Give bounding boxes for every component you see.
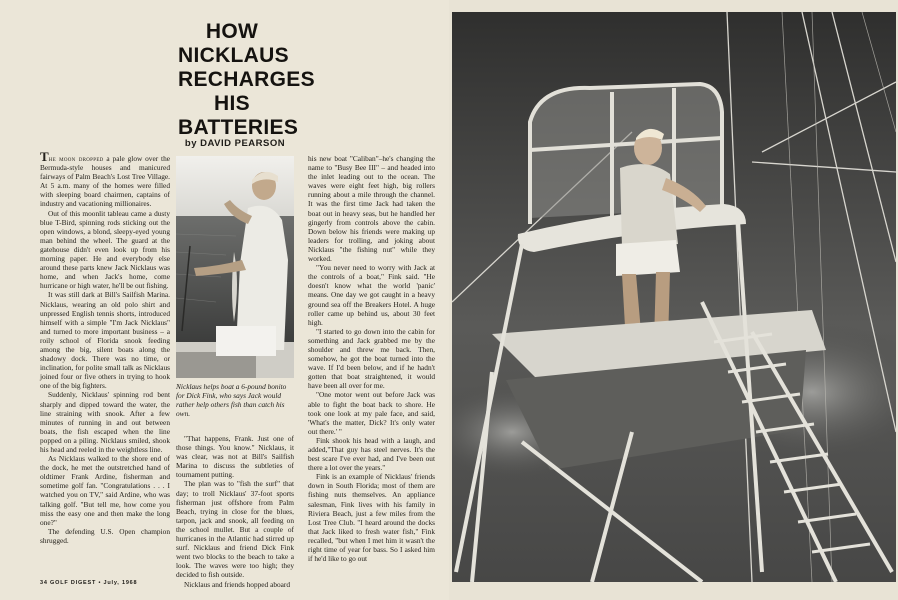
byline: by DAVID PEARSON [184, 138, 286, 149]
text-column-3 [308, 154, 435, 563]
paragraph: "One motor went out before Jack was able to fight the boat back to shore. He took one look at my pale face, and said, 'What's the matter, Dick? It's only water out there.' " [308, 390, 435, 436]
lead-smallcaps: he moon dropped [48, 154, 104, 163]
headline-line: BATTERIES [178, 116, 299, 139]
photo-nicklaus-bonito [176, 156, 294, 378]
paragraph: Out of this moonlit tableau came a dusty blue T-Bird, spinning rods sticking out the open windows, a blond, sleepy-eyed young man behind the wheel. The guard at the gatehouse didn't even look up from his morning paper. He and everybody else around these parts knew Jack Nicklaus was home, and when Jack's home, come hurricane or high water, he'll be out fishing. [40, 208, 170, 291]
headline-line: NICKLAUS [178, 44, 289, 67]
headline-line: HOW [205, 20, 259, 43]
photo-nicklaus-tuna-tower [452, 12, 896, 582]
paragraph: It was still dark at Bill's Sailfish Marina. Nicklaus, wearing an old polo shirt and unpressed English tennis shorts, introduced himself with a simple "I'm Jack Nicklaus" and turned to more important business – a roily school of Florida snook feeding among the big, silent boats along the shadowy dock. There was no time, or inclination, for polite small talk as Nicklaus joined four or five others in trying to hook one of the big fighters. [40, 290, 170, 391]
photo-caption: Nicklaus helps boat a 6-pound bonito for Dick Fink, who says Jack would rather help others fish than catch his own. [176, 382, 287, 419]
paragraph: Fink is an example of Nicklaus' friends down in South Florida; most of them are fishing nuts themselves. An appliance salesman, Fink lives with his family in Riviera Beach, just a few miles from the Lost Tree Club. "I heard around the docks that Jack liked to fresh water fish," Fink recalled, "but when I met him it wasn't the right time of year for bass. So I asked him if he'd like to go out [308, 472, 435, 564]
paragraph: Suddenly, Nicklaus' spinning rod bent sharply and dipped toward the water, the line straining with snook. After a few minutes of running in and out between boats, the fish escaped when the line popped on a piling. Nicklaus smiled, shook his head and reeled in the weightless line. [40, 390, 170, 454]
page-folio: 34 GOLF DIGEST • July, 1968 [40, 580, 138, 586]
text-column-2 [176, 434, 294, 589]
article-headline [178, 20, 315, 140]
paragraph: As Nicklaus walked to the shore end of the dock, he met the outstretched hand of oldtimer Frank Ardine, fisherman and sometime golf fan. "Congratulations . . . I watched you on TV," said Ardine, who was talking golf. "But tell me, how come you miss the easy one and then make the long one?" [40, 454, 170, 527]
paragraph: "You never need to worry with Jack at the controls of a boat," Fink said. "He doesn't know what the world 'panic' means. One day we got caught in a heavy ground sea off the Breakers Hotel. A huge roller came up behind us, about 30 feet high. [308, 263, 435, 327]
paragraph [40, 149, 170, 209]
paragraph: "I started to go down into the cabin for something and Jack grabbed me by the shoulder and threw me back. Then, somehow, he got the boat turned into the wave. If I'd been below, and if he hadn't gotten that boat straightened, it would have been all over for me. [308, 326, 435, 391]
paragraph: Fink shook his head with a laugh, and added,"That guy has steel nerves. It's the best scare I've ever had, and I've been out there a lot over the years." [308, 435, 435, 473]
headline-line: RECHARGES [178, 68, 315, 91]
paragraph: Nicklaus and friends hopped aboard [184, 579, 291, 589]
paragraph: The defending U.S. Open champion shrugged. [40, 526, 170, 545]
paragraph: his new boat "Caliban"–he's changing the name to "Busy Bee III" – and headed into the inlet leading out to the ocean. The waves were eight feet high, big rollers running about a mile through the channel. It was the first time Jack had taken the boat out in heavy seas, but he handled her gingerly from controls above the cabin. Down below his friends were making up leaders for trolling, and joking about Nicklaus "the fishing nut" while they worked. [308, 154, 435, 264]
paragraph-text: a pale glow over the Bermuda-style houses and manicured fairways of Palm Beach's Lost Tree Village. At 5 a.m. many of the homes were filled with sleeping board chairmen, captains of industry and vacationing millionaires. [40, 154, 170, 209]
headline-line: HIS [214, 92, 250, 115]
drop-cap: T [40, 149, 49, 164]
text-column-1 [40, 149, 170, 545]
paragraph: The plan was to "fish the surf" that day; to troll Nicklaus' 37-foot sports fisherman just offshore from Palm Beach, trying in close for the blues, tarpon, jack and snook, all feeding on the school mullet. But a couple of hurricanes in the Atlantic had stirred up surf. Nicklaus and friend Dick Fink went two blocks to the beach to take a look. The waves were too high; they decided to fish outside. [176, 479, 294, 580]
paragraph: "That happens, Frank. Just one of those things. You know." Nicklaus, it was clear, was not at Bill's Sailfish Marina to discuss the subtleties of tournament putting. [176, 434, 294, 480]
